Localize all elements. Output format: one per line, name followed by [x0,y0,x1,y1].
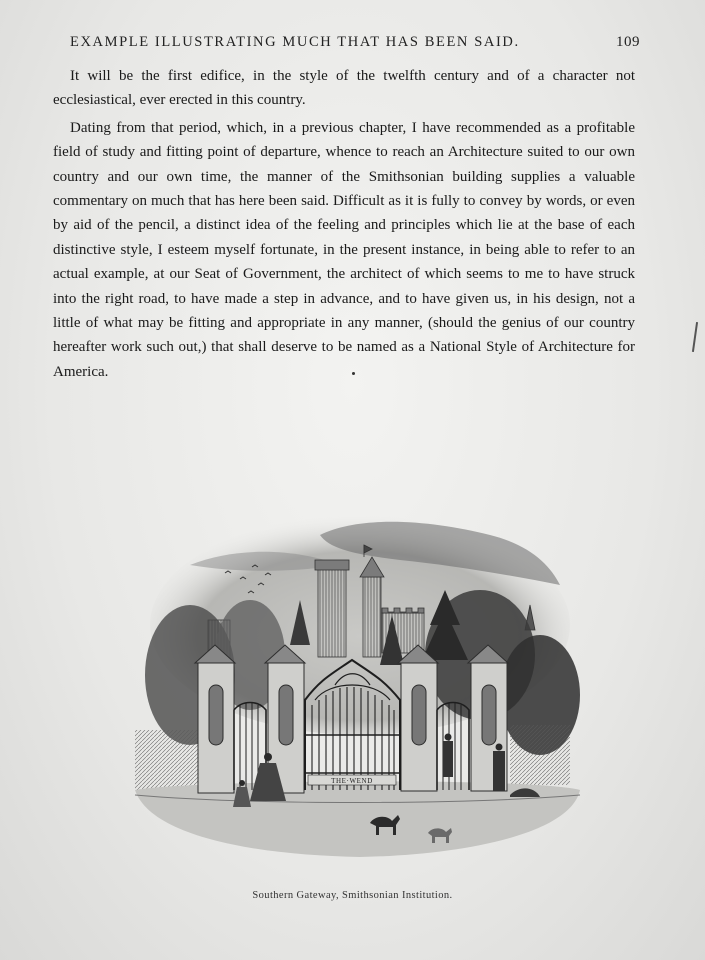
paragraph-2: Dating from that period, which, in a previous chapter, I have recommended as a profitable field of study and fitting point of departure, whence to reach an Architecture suited to our own country and our own time, the manner of the Smithsonian building supplies a valuable commentary on much that has here been said. Difficult as it is fully to convey by words, or even by aid of the pencil, a distinct idea of the feeling and principles which lie at the base of each distinctive style, I esteem myself fortunate, in the present instance, in being able to refer to an actual example, at our Seat of Government, the architect of which seems to me to have struck into the right road, to have made a step in advance, and to have given us, in his design, not a little of what may be fitting and appropriate in any manner, (should the genius of our country hereafter work such out,) that shall deserve to be named as a National Style of Architecture for America. [53,119,635,380]
illustration-caption: Southern Gateway, Smithsonian Institution. [252,890,453,901]
gate-lettering: THE·WEND [331,777,373,785]
running-head [70,34,640,51]
body-text [53,64,635,387]
ink-speck [352,372,355,375]
page-number: 109 [616,34,640,50]
margin-pencil-mark [692,322,698,352]
paragraph-1: It will be the first edifice, in the style of the twelfth century and of a character not ecclesiastical, ever erected in this country. [53,68,635,109]
running-title: EXAMPLE ILLUSTRATING MUCH THAT HAS BEEN SAID. [70,34,520,50]
engraving-southern-gateway [130,505,585,865]
